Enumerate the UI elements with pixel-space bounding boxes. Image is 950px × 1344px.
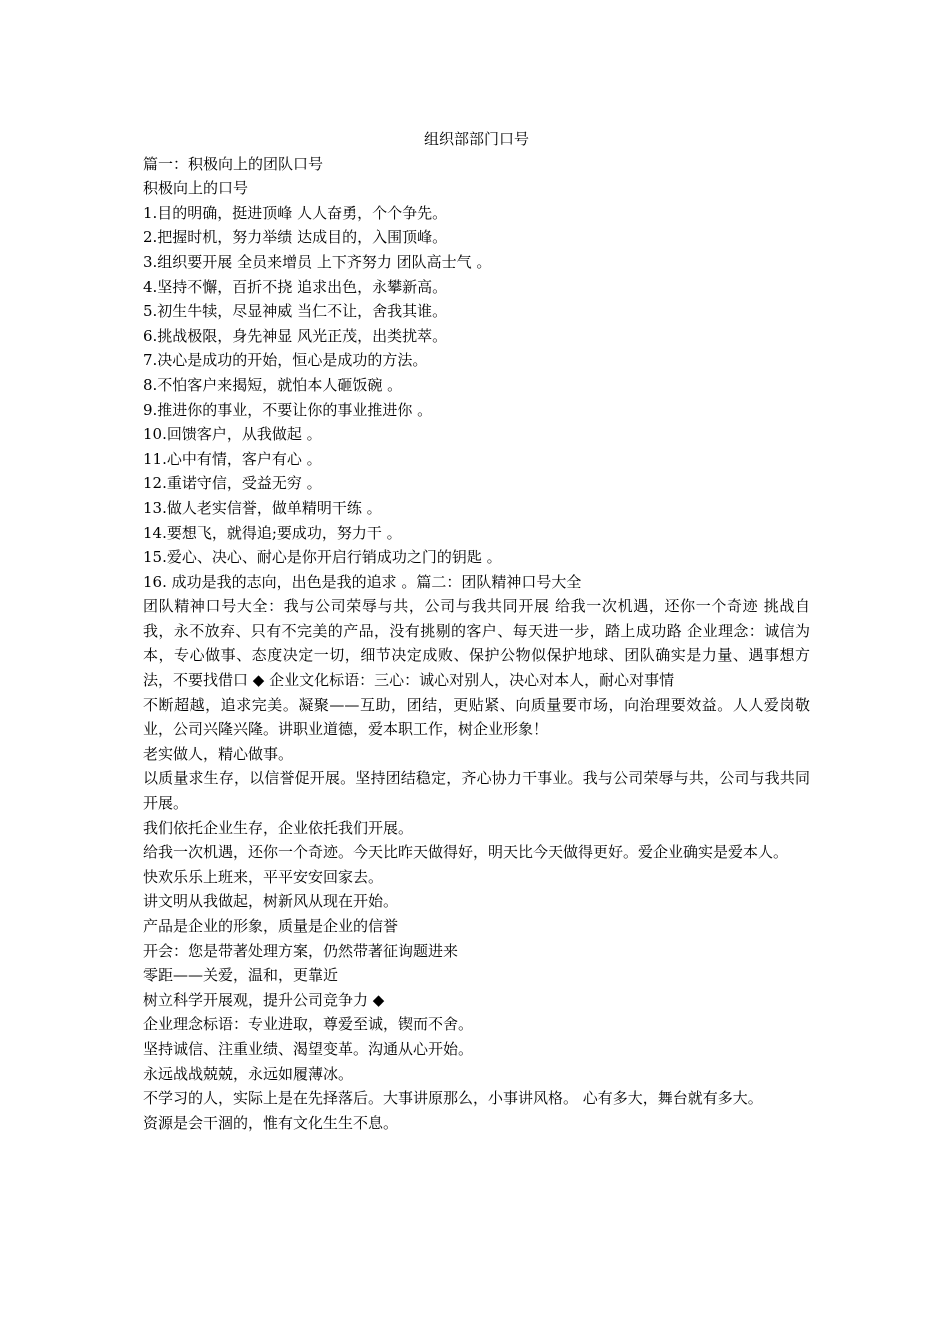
paragraph: 坚持诚信、注重业绩、渴望变革。沟通从心开始。: [143, 1039, 474, 1058]
paragraph: 1.目的明确，挺进顶峰 人人奋勇，个个争先。: [143, 203, 448, 222]
paragraph: 13.做人老实信誉，做单精明干练 。: [143, 498, 382, 517]
paragraph: 树立科学开展观，提升公司竞争力 ◆: [143, 990, 385, 1009]
paragraph: 快欢乐乐上班来，平平安安回家去。: [143, 867, 384, 886]
document-title: 组织部部门口号: [423, 130, 529, 148]
paragraph: 16. 成功是我的志向，出色是我的追求 。篇二：团队精神口号大全: [143, 572, 582, 591]
paragraph: 9.推进你的事业，不要让你的事业推进你 。: [143, 400, 433, 419]
paragraph: 产品是企业的形象，质量是企业的信誉: [143, 917, 399, 935]
paragraph: 以质量求生存，以信誉促开展。坚持团结稳定，齐心协力干事业。我与公司荣辱与共，公司与我共同开展。: [143, 769, 810, 813]
paragraph: 14.要想飞，就得追;要成功，努力干 。: [143, 523, 402, 542]
paragraph: 8.不怕客户来揭短，就怕本人砸饭碗 。: [143, 375, 403, 394]
paragraph: 11.心中有情，客户有心 。: [143, 449, 322, 468]
paragraph: 零距——关爱，温和，更靠近: [143, 966, 339, 985]
paragraph: 7.决心是成功的开始，恒心是成功的方法。: [143, 351, 428, 370]
paragraph: 资源是会干涸的，惟有文化生生不息。: [143, 1113, 399, 1132]
paragraph: 不断超越，追求完美。凝聚——互助，团结，更贴紧、向质量要市场，向治理要效益。人人爱岗敬业，公司兴隆兴隆。讲职业道德，爱本职工作，树企业形象！: [143, 695, 810, 739]
paragraph: 永远战战兢兢，永远如履薄冰。: [143, 1064, 354, 1083]
paragraph: 给我一次机遇，还你一个奇迹。今天比昨天做得好，明天比今天做得更好。爱企业确实是爱本人。: [143, 843, 789, 862]
paragraph: 2.把握时机，努力举绩 达成目的，入围顶峰。: [143, 228, 448, 247]
paragraph: 6.挑战极限，身先神显 风光正茂，出类扰萃。: [143, 326, 448, 345]
paragraph: 积极向上的口号: [143, 179, 249, 198]
paragraph: 不学习的人，实际上是在先择落后。大事讲原那么，小事讲风格。 心有多大，舞台就有多大。: [143, 1089, 763, 1108]
paragraph: 3.组织要开展 全员来增员 上下齐努力 团队高士气 。: [143, 252, 492, 271]
paragraph: 讲文明从我做起，树新风从现在开始。: [143, 892, 399, 911]
paragraph: 15.爱心、决心、耐心是你开启行销成功之门的钥匙 。: [143, 548, 502, 567]
paragraph: 篇一：积极向上的团队口号: [143, 154, 324, 173]
paragraph: 12.重诺守信，受益无穷 。: [143, 474, 322, 493]
paragraph: 团队精神口号大全：我与公司荣辱与共，公司与我共同开展 给我一次机遇，还你一个奇迹 挑战自我，永不放弃、只有不完美的产品，没有挑剔的客户、每天进一步，踏上成功路 企业理念：诚信为本，专心做事、态度决定一切，细节决定成败、保护公物似保护地球、团队确实是力量、遇事想方法，不要找借口 ◆ 企业文化标语：三心：诚心对别人，决心对本人，耐心对事情: [143, 597, 810, 690]
paragraph: 5.初生牛犊，尽显神威 当仁不让，舍我其谁。: [143, 302, 448, 321]
document-page: [143, 127, 810, 1135]
paragraph: 4.坚持不懈，百折不挠 追求出色，永攀新高。: [143, 277, 448, 296]
paragraph: 开会：您是带著处理方案，仍然带著征询题进来: [143, 941, 459, 960]
document-body: [143, 152, 810, 1136]
paragraph: 企业理念标语：专业进取，尊爱至诚，锲而不舍。: [143, 1015, 474, 1034]
paragraph: 我们依托企业生存，企业依托我们开展。: [143, 818, 414, 837]
paragraph: 10.回馈客户，从我做起 。: [143, 425, 322, 444]
paragraph: 老实做人，精心做事。: [143, 744, 294, 763]
